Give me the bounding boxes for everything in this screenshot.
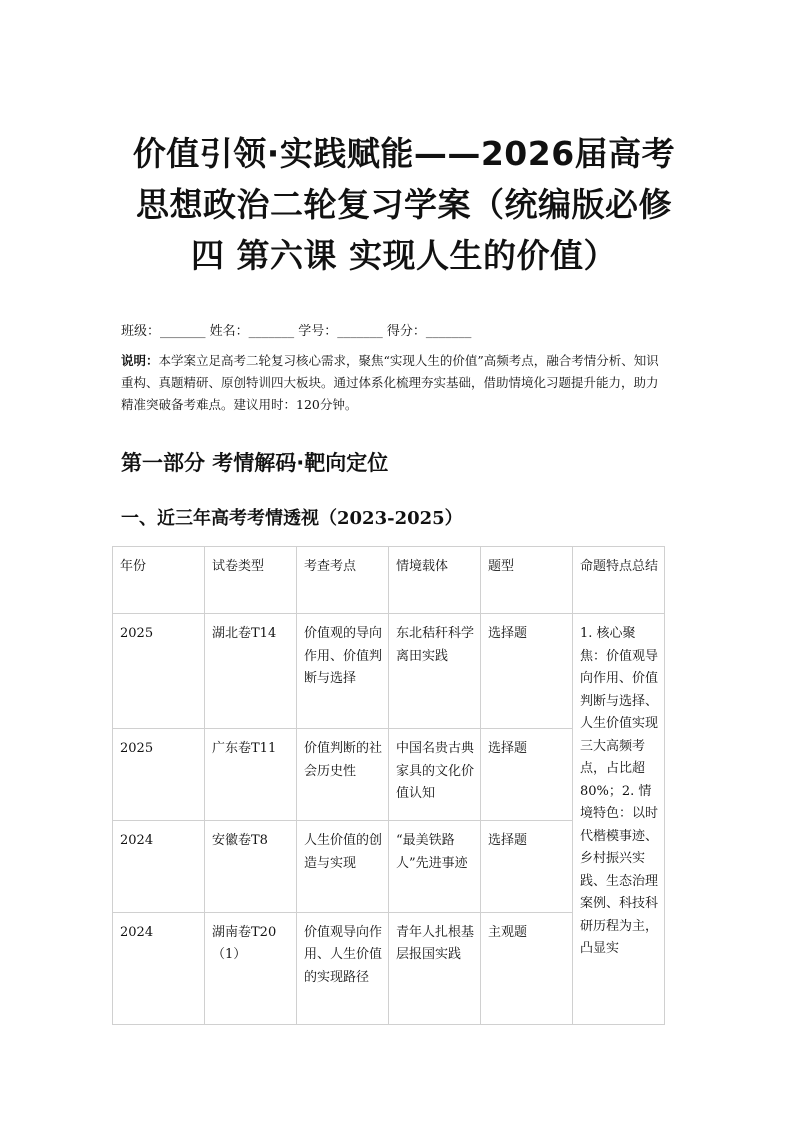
cell-point: 人生价值的创造与实现 (297, 821, 389, 913)
cell-paper: 湖南卷T20（1） (205, 912, 297, 1024)
header-context: 情境载体 (389, 547, 481, 614)
header-paper-type: 试卷类型 (205, 547, 297, 614)
cell-type: 选择题 (481, 821, 573, 913)
student-info-line: 班级：_______ 姓名：_______ 学号：_______ 得分：_______ (121, 324, 472, 339)
header-question-type: 题型 (481, 547, 573, 614)
cell-type: 选择题 (481, 614, 573, 729)
cell-year: 2025 (113, 729, 205, 821)
header-summary: 命题特点总结 (573, 547, 665, 614)
table-row (113, 614, 665, 729)
cell-type: 选择题 (481, 729, 573, 821)
cell-year: 2024 (113, 912, 205, 1024)
summary-text: 1. 核心聚焦：价值观导向作用、价值判断与选择、人生价值实现三大高频考点，占比超80%；2. 情境特色：以时代楷模事迹、乡村振兴实践、生态治理案例、科技科研历程为主，凸显实 (580, 626, 659, 956)
cell-context: 东北秸秆科学离田实践 (389, 614, 481, 729)
cell-type: 主观题 (481, 912, 573, 1024)
header-exam-point: 考查考点 (297, 547, 389, 614)
header-year: 年份 (113, 547, 205, 614)
document-title: 价值引领·实践赋能——2026届高考思想政治二轮复习学案（统编版必修四 第六课 实现人生的价值） (132, 134, 676, 275)
intro-paragraph (121, 350, 669, 416)
table-header-row (113, 547, 665, 614)
intro-label: 说明： (121, 353, 159, 368)
cell-paper: 湖北卷T14 (205, 614, 297, 729)
cell-paper: 广东卷T11 (205, 729, 297, 821)
cell-summary (573, 614, 665, 1025)
cell-point: 价值判断的社会历史性 (297, 729, 389, 821)
cell-paper: 安徽卷T8 (205, 821, 297, 913)
cell-year: 2025 (113, 614, 205, 729)
cell-year: 2024 (113, 821, 205, 913)
cell-point: 价值观的导向作用、价值判断与选择 (297, 614, 389, 729)
intro-text: 本学案立足高考二轮复习核心需求，聚焦“实现人生的价值”高频考点，融合考情分析、知识重构、真题精研、原创特训四大板块。通过体系化梳理夯实基础，借助情境化习题提升能力，助力精准突破备考难点。建议用时：120分钟。 (121, 353, 659, 412)
cell-point: 价值观导向作用、人生价值的实现路径 (297, 912, 389, 1024)
exam-analysis-table (112, 546, 665, 1025)
part-one-heading: 第一部分 考情解码·靶向定位 (121, 451, 389, 475)
cell-context: 中国名贵古典家具的文化价值认知 (389, 729, 481, 821)
cell-context: “最美铁路人”先进事迹 (389, 821, 481, 913)
section-one-heading: 一、近三年高考考情透视（2023-2025） (121, 508, 463, 529)
cell-context: 青年人扎根基层报国实践 (389, 912, 481, 1024)
